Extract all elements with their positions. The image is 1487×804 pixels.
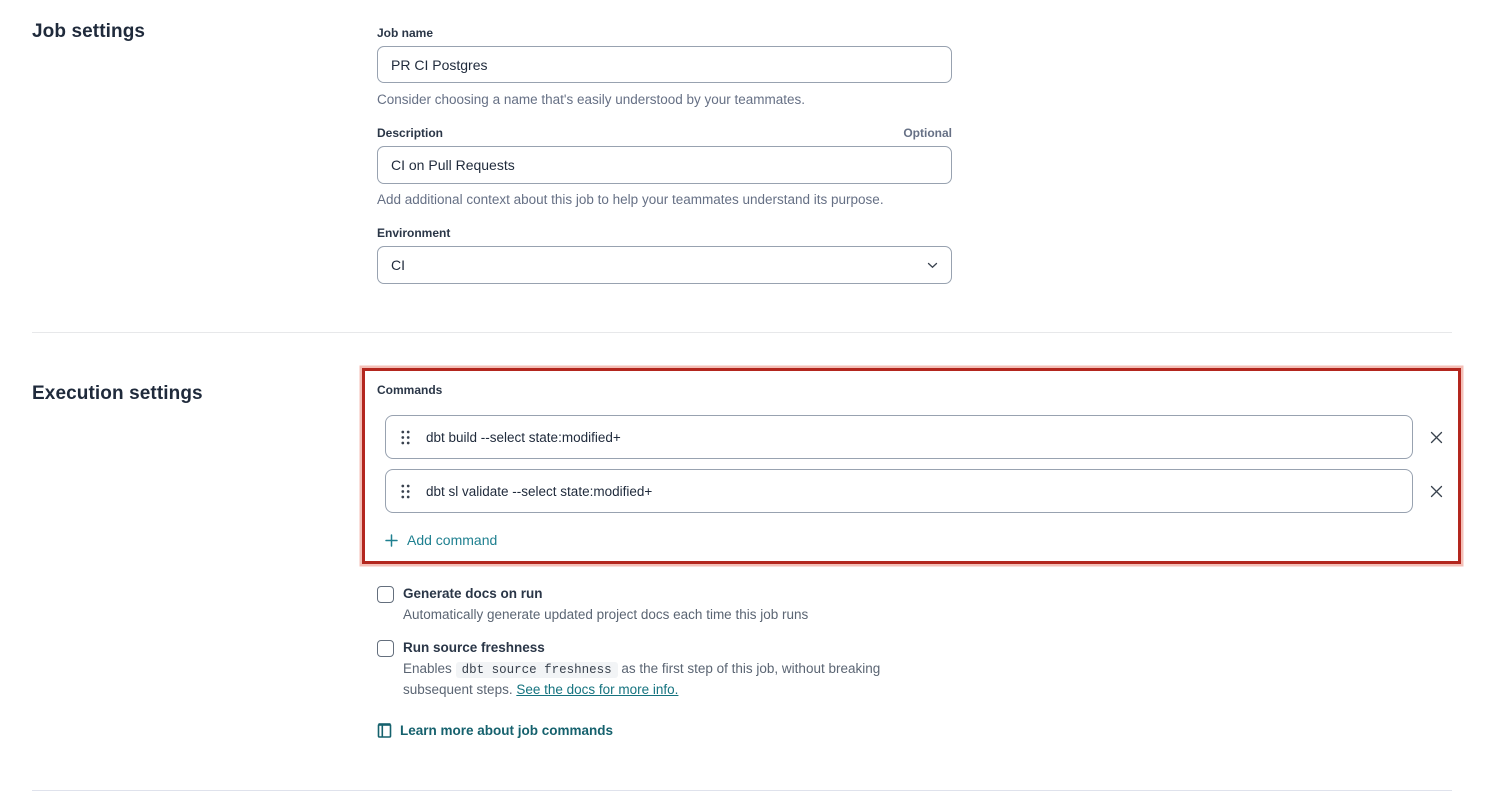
environment-selected-value: CI bbox=[391, 257, 405, 273]
close-icon bbox=[1430, 485, 1443, 498]
job-name-help: Consider choosing a name that's easily understood by your teammates. bbox=[377, 92, 806, 107]
learn-more-link[interactable] bbox=[377, 722, 613, 739]
command-input[interactable] bbox=[426, 484, 1400, 499]
generate-docs-label: Generate docs on run bbox=[403, 586, 543, 601]
job-name-label: Job name bbox=[377, 26, 434, 40]
job-name-input[interactable] bbox=[377, 46, 952, 83]
description-optional-badge: Optional bbox=[903, 126, 952, 140]
command-row bbox=[385, 469, 1413, 513]
generate-docs-checkbox[interactable] bbox=[377, 586, 394, 603]
close-icon bbox=[1430, 431, 1443, 444]
environment-label: Environment bbox=[377, 226, 451, 240]
command-row bbox=[385, 415, 1413, 459]
description-label: Description bbox=[377, 126, 444, 140]
bottom-divider bbox=[32, 790, 1452, 791]
chevron-down-icon bbox=[927, 262, 938, 269]
description-help: Add additional context about this job to help your teammates understand its purpose. bbox=[377, 192, 884, 207]
source-freshness-label: Run source freshness bbox=[403, 640, 545, 655]
add-command-label: Add command bbox=[407, 532, 498, 548]
source-freshness-help bbox=[403, 659, 948, 700]
commands-label: Commands bbox=[377, 383, 443, 397]
plus-icon bbox=[385, 534, 398, 547]
description-input[interactable] bbox=[377, 146, 952, 184]
freshness-code-chip: dbt source freshness bbox=[456, 662, 618, 678]
section-divider bbox=[32, 332, 1452, 333]
command-input[interactable] bbox=[426, 430, 1400, 445]
freshness-help-prefix: Enables bbox=[403, 661, 452, 676]
drag-handle-icon[interactable] bbox=[401, 484, 410, 499]
environment-select[interactable] bbox=[377, 246, 952, 284]
drag-handle-icon[interactable] bbox=[401, 430, 410, 445]
source-freshness-checkbox[interactable] bbox=[377, 640, 394, 657]
generate-docs-help: Automatically generate updated project docs each time this job runs bbox=[403, 607, 809, 622]
freshness-help-suffix: as the first step of this job, without breaking subsequent steps. bbox=[403, 661, 881, 697]
add-command-button[interactable] bbox=[385, 532, 497, 548]
execution-settings-heading: Execution settings bbox=[32, 383, 203, 404]
book-icon bbox=[377, 722, 392, 739]
see-docs-link[interactable]: See the docs for more info. bbox=[516, 682, 679, 697]
remove-command-button[interactable] bbox=[1424, 425, 1448, 449]
remove-command-button[interactable] bbox=[1424, 479, 1448, 503]
commands-annotation-box bbox=[362, 368, 1461, 564]
job-settings-heading: Job settings bbox=[32, 21, 146, 42]
learn-more-label: Learn more about job commands bbox=[400, 723, 614, 738]
